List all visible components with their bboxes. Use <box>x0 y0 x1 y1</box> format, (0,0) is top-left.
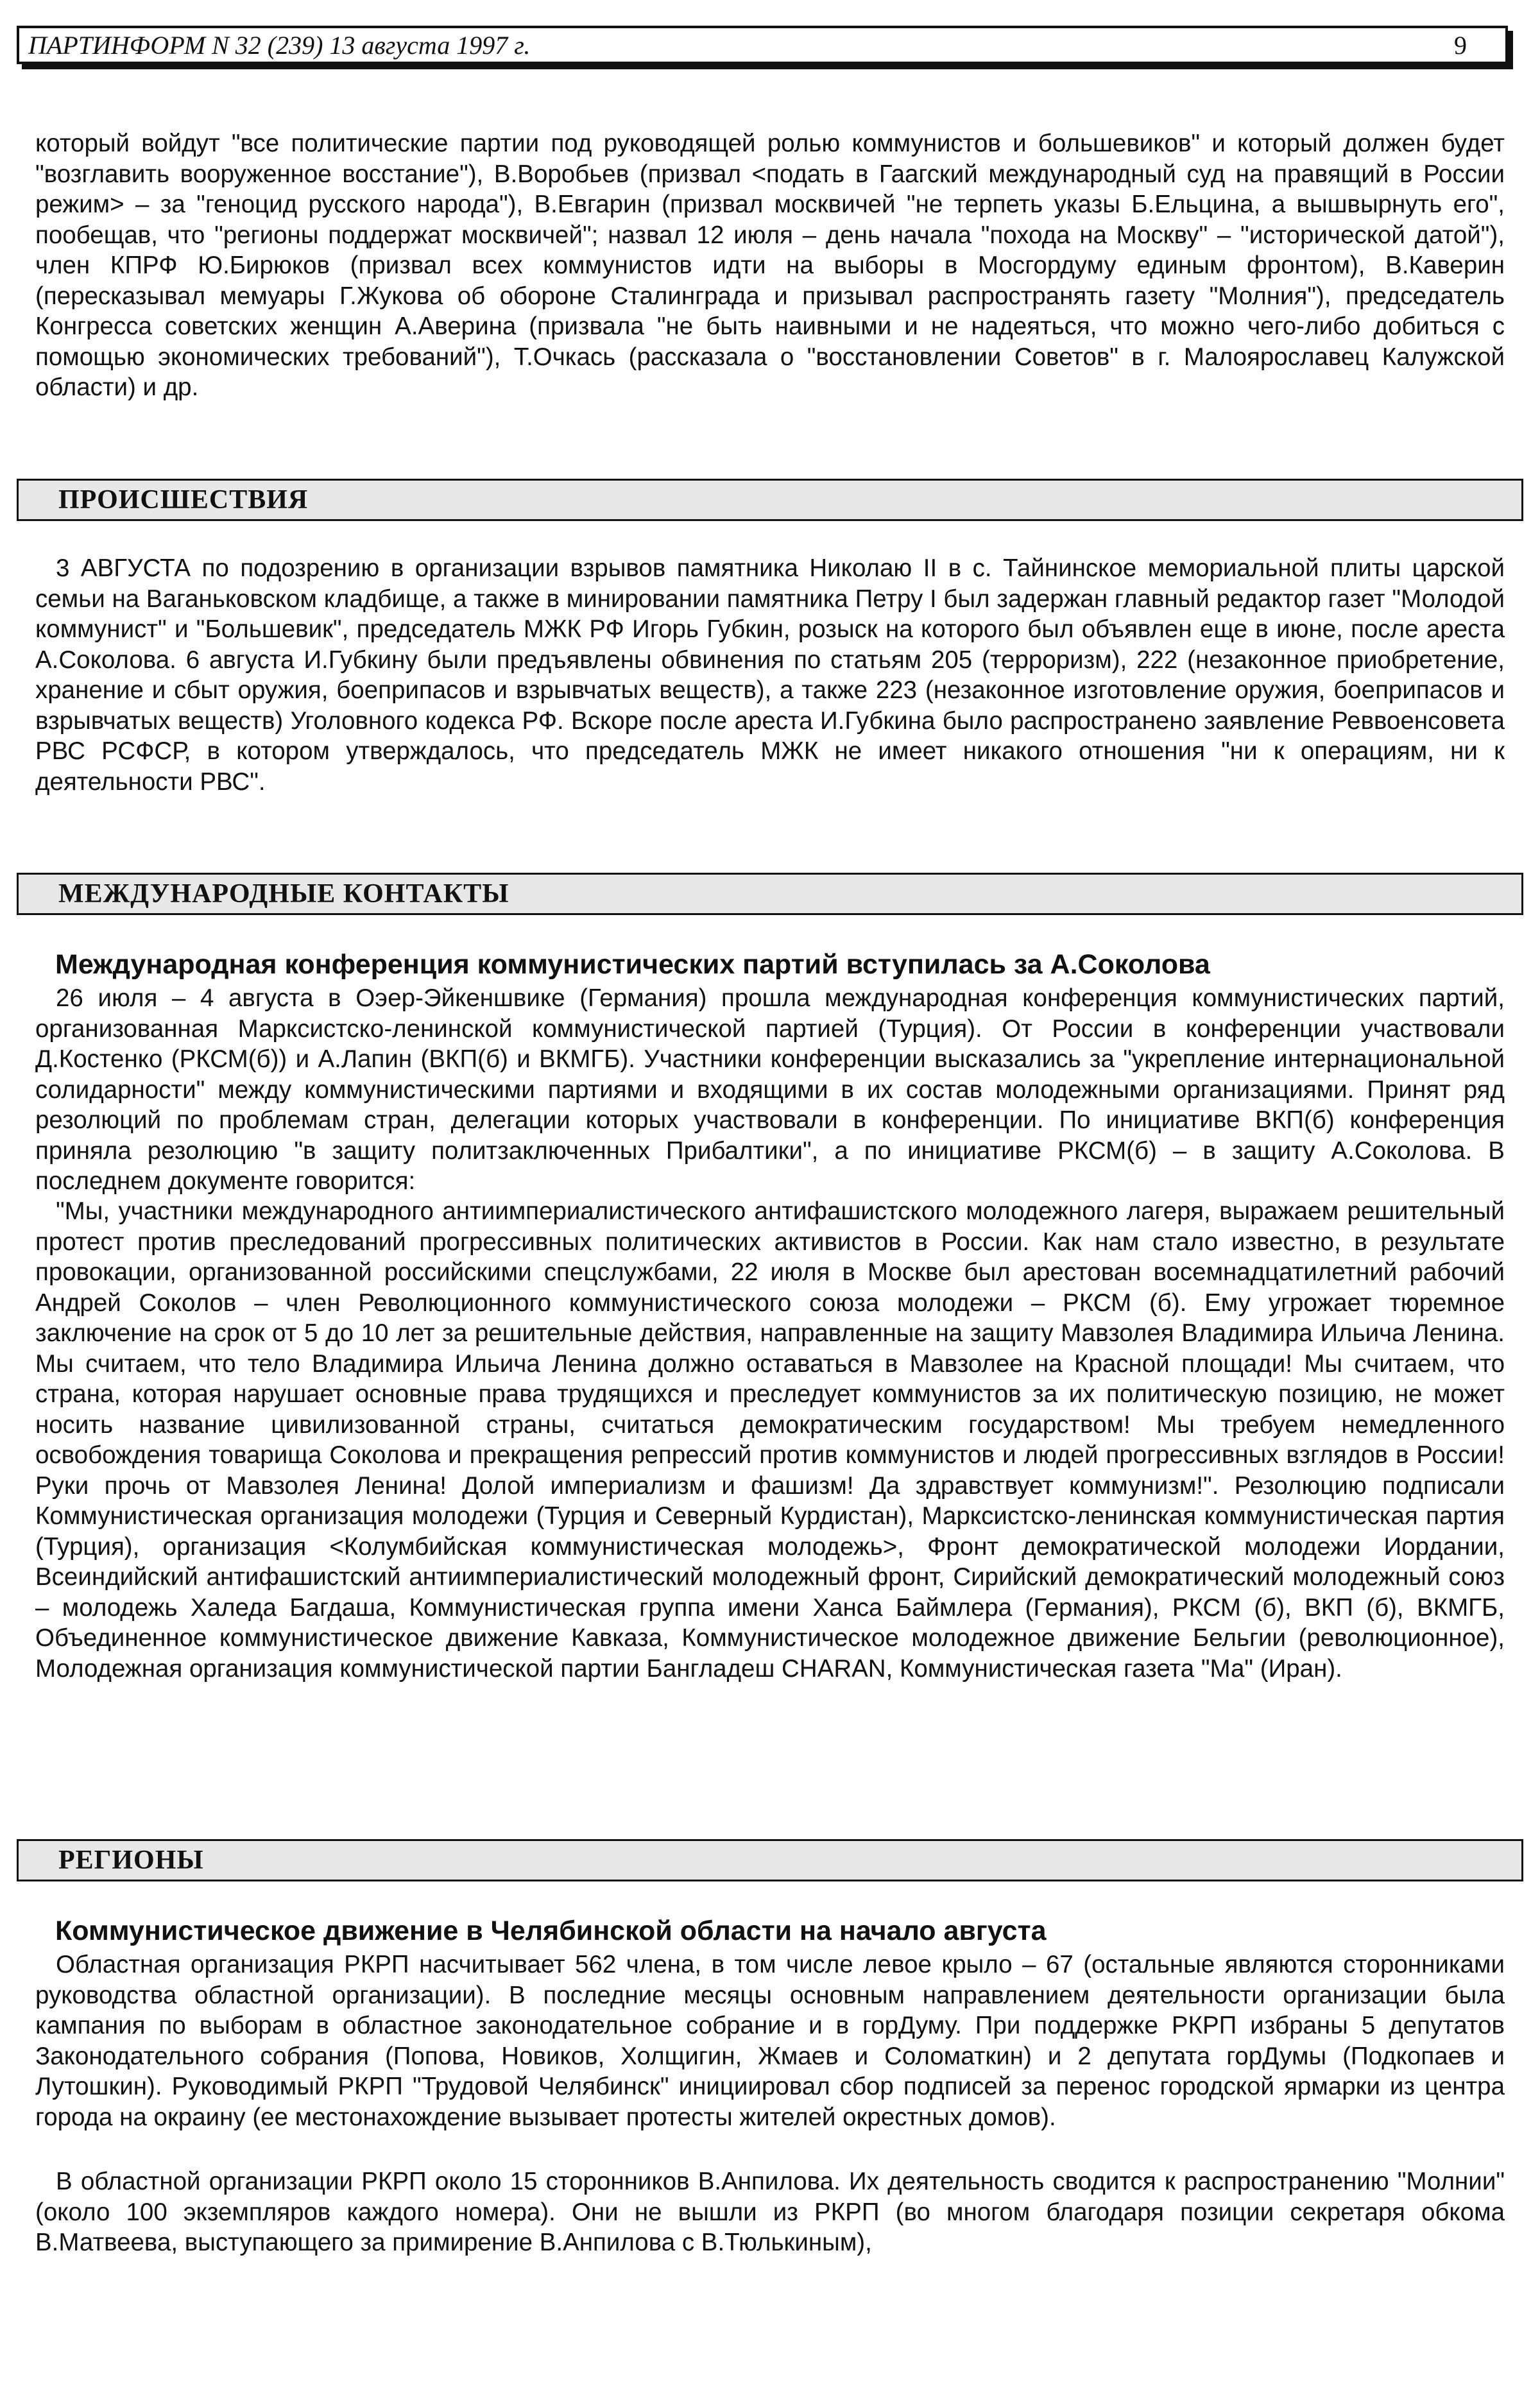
section-heading-international <box>17 873 1523 915</box>
page-header <box>17 26 1508 64</box>
publication-title: ПАРТИНФОРМ N 32 (239) 13 августа 1997 г. <box>28 30 531 60</box>
section-heading-text: РЕГИОНЫ <box>58 1846 204 1875</box>
regions-article-title: Коммунистическое движение в Челябинской области на начало августа <box>55 1915 1047 1946</box>
page-number: 9 <box>1454 30 1467 60</box>
international-article-title: Международная конференция коммунистических партий вступилась за А.Соколова <box>55 949 1210 980</box>
regions-paragraph-1: Областная организация РКРП насчитывает 562 члена, в том числе левое крыло – 67 (остальные являются сторонниками руководства областной организации). В последние месяцы основным направлением деятельности организации была кампания по выборам в областное законодательное собрание и в горДуму. При поддержке РКРП избраны 5 депутатов Законодательного собрания (Попова, Новиков, Холщигин, Жмаев и Соломаткин) и 2 депутата горДумы (Подкопаев и Лутошкин). Руководимый РКРП "Трудовой Челябинск" инициировал сбор подписей за перенос городской ярмарки из центра города на окраину (ее местонахождение вызывает протесты жителей окрестных домов). <box>35 1951 1505 2131</box>
intro-paragraph: который войдут "все политические партии под руководящей ролью коммунистов и большевиков" и который должен будет "возглавить вооруженное восстание"), В.Воробьев (призвал <подать в Гаагский международный суд на правящий в России режим> – за "геноцид русского народа"), В.Евгарин (призвал москвичей "не терпеть указы Б.Ельцина, а вышвырнуть его", пообещав, что "регионы поддержат москвичей"; назвал 12 июля – день начала "похода на Москву" – "исторической датой"), член КПРФ Ю.Бирюков (призвал всех коммунистов идти на выборы в Мосгордуму единым фронтом), В.Каверин (пересказывал мемуары Г.Жукова об обороне Сталинграда и призывал распространять газету "Молния"), председатель Конгресса советских женщин А.Аверина (призвала "не быть наивными и не надеяться, что можно чего-либо добиться с помощью экономических требований"), Т.Очкась (рассказала о "восстановлении Советов" в г. Малоярославец Калужской области) и др. <box>35 130 1505 401</box>
incidents-paragraph: 3 АВГУСТА по подозрению в организации взрывов памятника Николаю II в с. Тайнинское мемориальной плиты царской семьи на Ваганьковском кладбище, а также в минировании памятника Петру I был задержан главный редактор газет "Молодой коммунист" и "Большевик", председатель МЖК РФ Игорь Губкин, розыск на которого был объявлен еще в июне, после ареста А.Соколова. 6 августа И.Губкину были предъявлены обвинения по статьям 205 (терроризм), 222 (незаконное приобретение, хранение и сбыт оружия, боеприпасов и взрывчатых веществ), а также 223 (незаконное изготовление оружия, боеприпасов и взрывчатых веществ) Уголовного кодекса РФ. Вскоре после ареста И.Губкина было распространено заявление Реввоенсовета РВС РСФСР, в котором утверждалось, что председатель МЖК не имеет никакого отношения "ни к операциям, ни к деятельности РВС". <box>35 554 1505 796</box>
section-heading-incidents <box>17 479 1523 521</box>
section-heading-text: МЕЖДУНАРОДНЫЕ КОНТАКТЫ <box>58 879 509 909</box>
international-paragraph-2: "Мы, участники международного антиимпериалистического антифашистского молодежного лагеря, выражаем решительный протест против преследований прогрессивных политических активистов в России. Как нам стало известно, в результате провокации, организованной российскими спецслужбами, 22 июля в Москве был арестован восемнадцатилетний рабочий Андрей Соколов – член Революционного коммунистического союза молодежи – РКСМ (б). Ему угрожает тюремное заключение на срок от 5 до 10 лет за решительные действия, направленные на защиту Мавзолея Владимира Ильича Ленина. Мы считаем, что тело Владимира Ильича Ленина должно оставаться в Мавзолее на Красной площади! Мы считаем, что страна, которая нарушает основные права трудящихся и преследует коммунистов за их политическую позицию, не может носить название цивилизованной страны, считаться демократическим государством! Мы требуем немедленного освобождения товарища Соколова и прекращения репрессий против коммунистов и людей прогрессивных взглядов в России! Руки прочь от Мавзолея Ленина! Долой империализм и фашизм! Да здравствует коммунизм!". Резолюцию подписали Коммунистическая организация молодежи (Турция и Северный Курдистан), Марксистско-ленинская коммунистическая партия (Турция), организация <Колумбийская коммунистическая молодежь>, Фронт демократической молодежи Иордании, Всеиндийский антифашистский антиимпериалистический молодежный фронт, Сирийский демократический молодежный союз – молодежь Халеда Багдаша, Коммунистическая группа имени Ханса Баймлера (Германия), РКСМ (б), ВКП (б), ВКМГБ, Объединенное коммунистическое движение Кавказа, Коммунистическое молодежное движение Бельгии (революционное), Молодежная организация коммунистической партии Бангладеш CHARAN, Коммунистическая газета "Ма" (Иран). <box>35 1197 1505 1683</box>
international-paragraph-1: 26 июля – 4 августа в Оэер-Эйкеншвике (Германия) прошла международная конференция коммунистических партий, организованная Марксистско-ленинской коммунистической партией (Турция). От России в конференции участвовали Д.Костенко (РКСМ(б)) и А.Лапин (ВКП(б) и ВКМГБ). Участники конференции высказались за "укрепление интернациональной солидарности" между коммунистическими партиями и входящими в их состав молодежными организациями. Принят ряд резолюций по проблемам стран, делегации которых участвовали в конференции. По инициативе ВКП(б) конференция приняла резолюцию "в защиту политзаключенных Прибалтики", а по инициативе РКСМ(б) – в защиту А.Соколова. В последнем документе говорится: <box>35 984 1505 1195</box>
regions-paragraph-2: В областной организации РКРП около 15 сторонников В.Анпилова. Их деятельность сводится к распространению "Молнии" (около 100 экземпляров каждого номера). Они не вышли из РКРП (во многом благодаря позиции секретаря обкома В.Матвеева, выступающего за примирение В.Анпилова с В.Тюлькиным), <box>35 2168 1505 2256</box>
section-heading-regions <box>17 1839 1523 1881</box>
section-heading-text: ПРОИСШЕСТВИЯ <box>58 485 309 515</box>
